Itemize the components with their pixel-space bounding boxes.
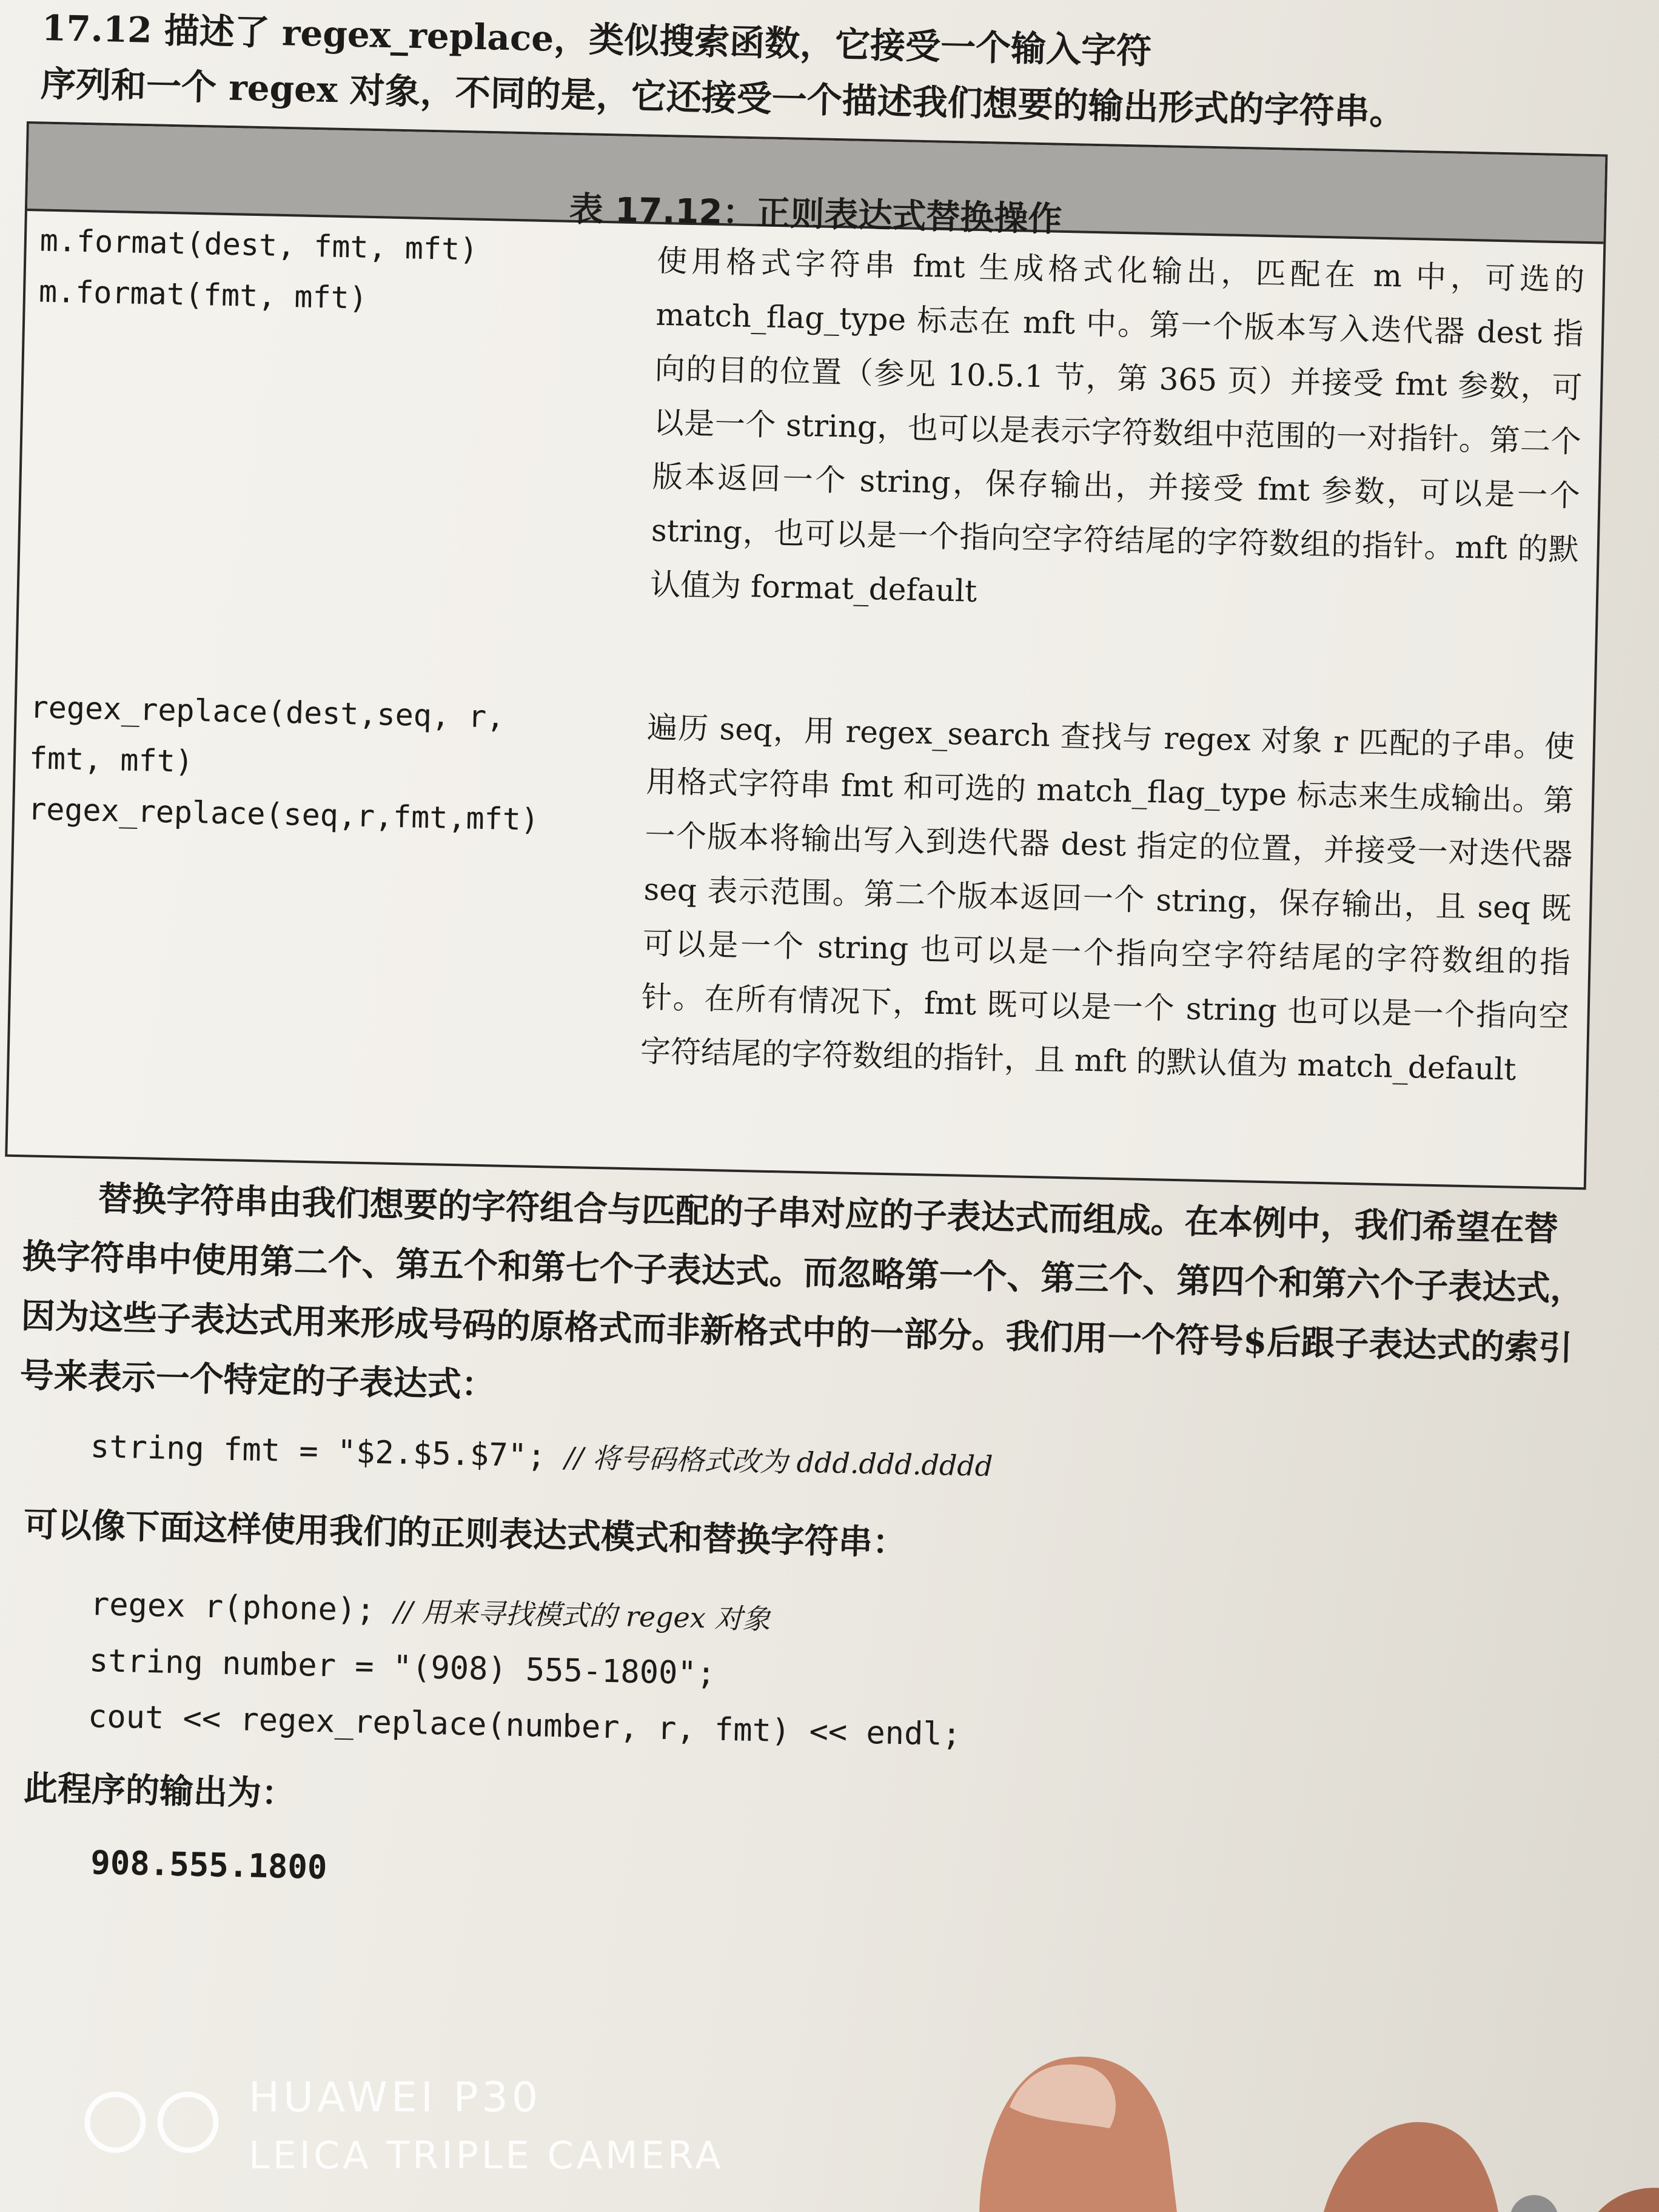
intro-paragraph [40,0,1618,144]
format-signature-2: m.format(fmt, mft) [38,273,368,316]
explanation-paragraph [19,1167,1589,1438]
output-lead: 此程序的输出为： [23,1768,296,1814]
format-signature-1: m.format(dest, fmt, mft) [39,223,478,267]
finger-photo-artifact [879,2001,1659,2212]
code-fmt-comment: // 将号码格式改为 ddd.ddd.dddd [564,1441,993,1483]
regex-replace-table [5,121,1607,1190]
replace-signature-1a: regex_replace(dest,seq, r, [30,689,505,735]
intro-line-1: 17.12 描述了 regex_replace，类似搜索函数，它接受一个输入字符 [41,7,1152,72]
replace-signature-1b: fmt, mft) [28,740,194,779]
watermark-camera: LEICA TRIPLE CAMERA [249,2133,724,2177]
row2-description: 遍历 seq，用 regex_search 查找与 regex 对象 r 匹配的子串。使用格式字符串 fmt 和可选的 match_flag_type 标志来生成输出。第一个版本将输出写入到迭代器 dest 指定的位置，并接受一对迭代器 seq 表示范围。第二个版本返回一个 string，保存输出，且 seq 既可以是一个 string 也可以是一个指向空字符结尾的字符数组的指针。在所有情况下，fmt 既可以是一个 string 也可以是一个指向空字符结尾的字符数组的指针，且 mft 的默认值为 match_default [640,709,1575,1087]
code-regex-comment: // 用来寻找模式的 regex 对象 [394,1595,771,1636]
row2-signatures [27,682,631,847]
program-output: 908.555.1800 [90,1843,328,1887]
paragraph-text: 替换字符串由我们想要的字符组合与匹配的子串对应的子表达式而组成。在本例中，我们希望在替换字符串中使用第二个、第五个和第七个子表达式。而忽略第一个、第三个、第四个和第六个子表达式，因为这些子表达式用来形成号码的原格式而非新格式中的一部分。我们用一个符号$后跟子表达式的索引号来表示一个特定的子表达式： [19,1178,1585,1406]
usage-lead: 可以像下面这样使用我们的正则表达式模式和替换字符串： [23,1504,907,1563]
code-cout-line: cout << regex_replace(number, r, fmt) << endl; [87,1698,962,1754]
intro-line-2: 序列和一个 regex 对象，不同的是，它还接受一个描述我们想要的输出形式的字符串。 [40,62,1406,133]
table-title: 表 17.12：正则表达式替换操作 [569,189,1062,240]
watermark-model: HUAWEI P30 [249,2074,542,2122]
row1-description: 使用格式字符串 fmt 生成格式化输出，匹配在 m 中，可选的 match_flag_type 标志在 mft 中。第一个版本写入迭代器 dest 指向的目的位置（参见 10.5.1 节，第 365 页）并接受 fmt 参数，可以是一个 string，也可以是表示字符数组中范围的一对指针。第二个版本返回一个 string，保存输出，并接受 fmt 参数，可以是一个 string，也可以是一个指向空字符结尾的字符数组的指针。mft 的默认值为 format_default [649,243,1585,609]
replace-signature-2: regex_replace(seq,r,fmt,mft) [27,791,540,837]
code-number-line: string number = "(908) 555-1800"; [89,1642,716,1692]
code-block-usage [87,1577,1546,1775]
code-regex-line: regex r(phone); [90,1586,376,1629]
row1-signatures [38,215,640,330]
camera-logo-icon [79,2086,230,2159]
code-fmt-line: string fmt = "$2.$5.$7"; [90,1428,546,1475]
